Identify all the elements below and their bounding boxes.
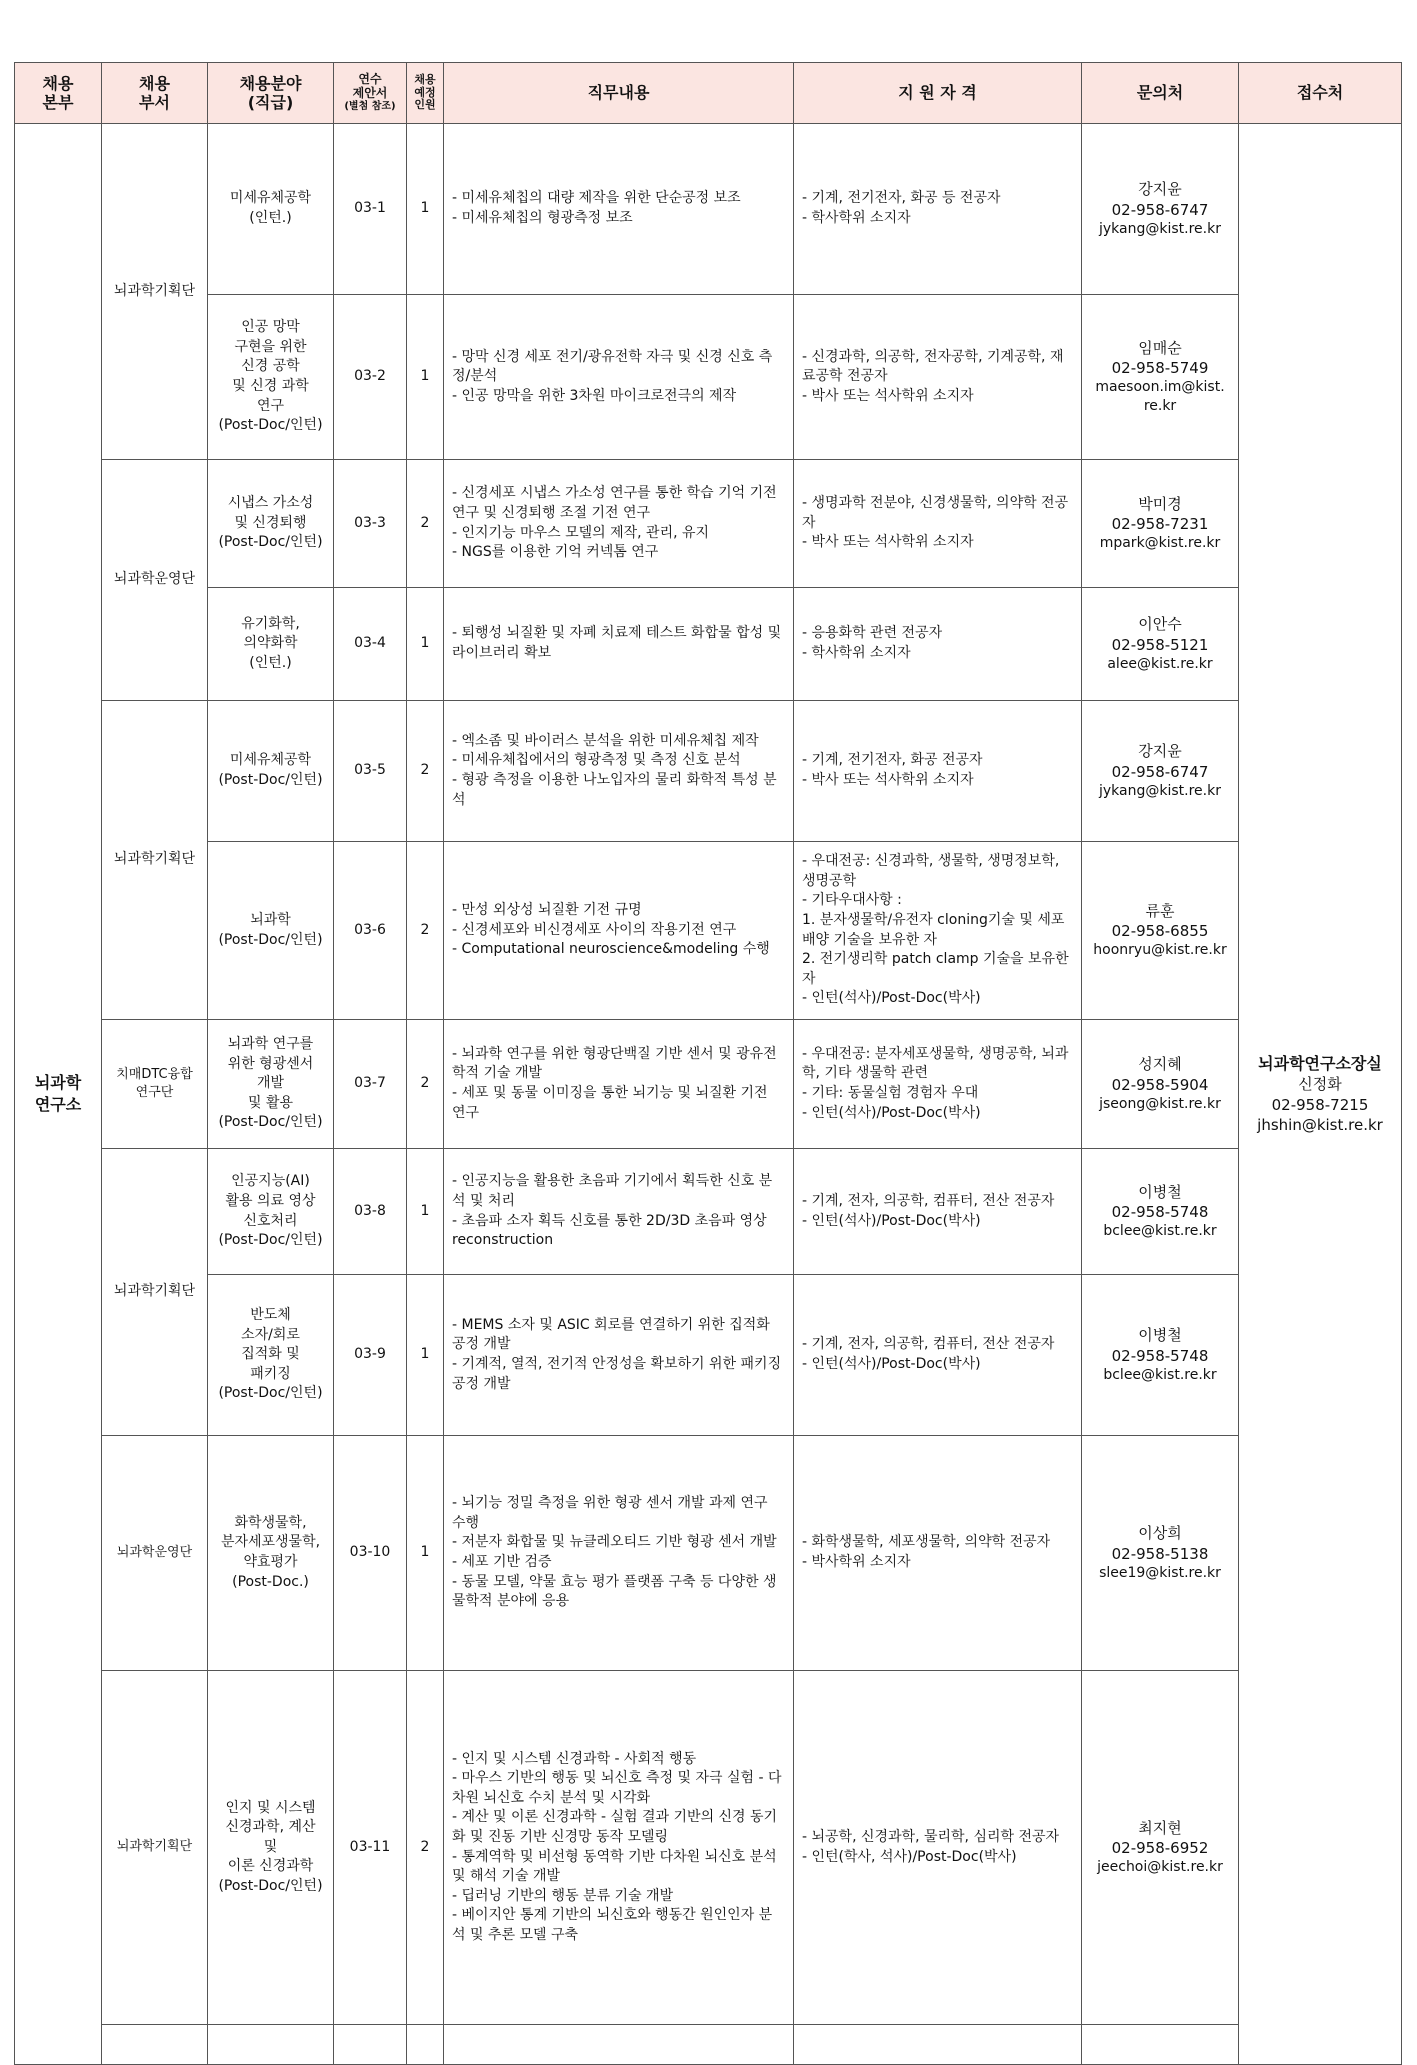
headcount: 1 <box>407 1436 444 1671</box>
contact-email: jykang@kist.re.kr <box>1099 782 1221 799</box>
text-line: 의약화학 <box>243 635 298 652</box>
list-item: - 인턴(석사)/Post-Doc(박사) <box>802 1356 981 1372</box>
text-line: (Post-Doc/인턴) <box>218 417 323 434</box>
list-item: - 기계, 전자, 의공학, 컴퓨터, 전산 전공자 <box>802 1336 1055 1353</box>
contact-phone: 02-958-5904 <box>1111 1075 1209 1094</box>
duties-cell <box>444 1436 794 1671</box>
text-line: 부서 <box>139 93 170 112</box>
contact-name: 강지윤 <box>1138 180 1182 199</box>
field-cell <box>208 295 334 460</box>
duties-cell <box>444 701 794 842</box>
contact-name: 이병철 <box>1138 1182 1182 1201</box>
headcount: 2 <box>407 460 444 588</box>
list-item: - 뇌공학, 신경과학, 물리학, 심리학 전공자 <box>802 1828 1060 1845</box>
proposal-code: 03-8 <box>334 1149 407 1275</box>
reception-email: jhshin@kist.re.kr <box>1257 1115 1383 1134</box>
field-cell <box>208 124 334 295</box>
header-duties: 직무내용 <box>444 63 794 124</box>
dept-cell <box>102 1020 208 1149</box>
list-item: - 뇌과학 연구를 위한 형광단백질 기반 센서 및 광유전학적 기술 개발 <box>452 1045 777 1082</box>
duties-cell <box>444 124 794 295</box>
table-row <box>15 295 1402 460</box>
header-hq <box>15 63 102 124</box>
field-cell <box>208 1436 334 1671</box>
list-item: - NGS를 이용한 기억 커넥톰 연구 <box>452 544 659 561</box>
text-line: 및 활용 <box>247 1094 294 1111</box>
reception-title: 뇌과학연구소장실 <box>1258 1053 1382 1073</box>
text-line: (Post-Doc/인턴) <box>218 772 323 788</box>
contact-cell <box>1082 1149 1239 1275</box>
list-item: - 세포 및 동물 이미징을 통한 뇌기능 및 뇌질환 기전 연구 <box>452 1085 768 1121</box>
text-line: 뇌과학 연구를 <box>227 1036 314 1053</box>
text-line: 화학생물학, <box>234 1514 307 1531</box>
headcount: 2 <box>407 1671 444 2025</box>
list-item: - 신경세포 시냅스 가소성 연구를 통한 학습 기억 기전 연구 및 신경퇴행 조절 기전 연구 <box>452 485 777 521</box>
duties-cell <box>444 1671 794 2025</box>
text-line: 연구소 <box>34 1095 82 1114</box>
list-item: - 초음파 소자 획득 신호를 통한 2D/3D 초음파 영상 reconstruction <box>452 1212 767 1249</box>
qualifications-cell <box>794 701 1082 842</box>
text-line: 신경과학, 계산 <box>225 1819 316 1836</box>
qualifications-cell <box>794 842 1082 1020</box>
text-line: 개발 <box>256 1075 285 1092</box>
table-row <box>15 460 1402 588</box>
contact-email: bclee@kist.re.kr <box>1103 1366 1217 1383</box>
text-line: 집적화 및 <box>241 1346 300 1363</box>
headcount: 1 <box>407 124 444 295</box>
contact-name: 류훈 <box>1145 901 1175 920</box>
contact-email: bclee@kist.re.kr <box>1103 1223 1217 1240</box>
text-line: 구현을 위한 <box>234 338 307 355</box>
dept-cell: 뇌과학기획단 <box>102 701 208 1020</box>
list-item: - 우대전공: 분자세포생물학, 생명공학, 뇌과학, 기타 생물학 관련 <box>802 1045 1069 1082</box>
qualifications-cell <box>794 1436 1082 1671</box>
text-line: 연구 <box>256 397 285 414</box>
text-line: (Post-Doc/인턴) <box>218 1114 323 1131</box>
list-item: - 뇌기능 정밀 측정을 위한 형광 센서 개발 과제 연구 수행 <box>452 1495 768 1531</box>
table-row <box>15 701 1402 842</box>
contact-phone: 02-958-6855 <box>1111 922 1209 941</box>
text-line: (Post-Doc.) <box>232 1573 309 1590</box>
text-line: 약효평가 <box>243 1554 298 1570</box>
table-row <box>15 588 1402 701</box>
contact-cell <box>1082 295 1239 460</box>
field-cell <box>208 460 334 588</box>
list-item: - 미세유체칩의 형광측정 보조 <box>452 210 633 226</box>
field-cell <box>208 588 334 701</box>
duties-cell <box>444 1275 794 1436</box>
list-item: - 기계, 전기전자, 화공 전공자 <box>802 752 983 769</box>
table-row <box>15 1020 1402 1149</box>
contact-email: re.kr <box>1143 398 1177 415</box>
contact-cell <box>1082 460 1239 588</box>
header-headcount <box>407 63 444 124</box>
header-dept <box>102 63 208 124</box>
contact-phone: 02-958-7231 <box>1111 515 1209 534</box>
list-item: - 기타우대사항 : <box>802 892 902 909</box>
list-item: - 인턴(석사)/Post-Doc(박사) <box>802 1212 981 1229</box>
list-item: - 망막 신경 세포 전기/광유전학 자극 및 신경 신호 측정/분석 <box>452 348 773 385</box>
qualifications-cell <box>794 1671 1082 2025</box>
qualifications-cell <box>794 1149 1082 1275</box>
list-item: - 미세유체칩에서의 형광측정 및 측정 신호 분석 <box>452 752 741 769</box>
proposal-code: 03-10 <box>334 1436 407 1671</box>
dept-cell: 뇌과학운영단 <box>102 1436 208 1671</box>
duties-cell <box>444 295 794 460</box>
table-row <box>15 842 1402 1020</box>
text-line: 인공 망막 <box>241 319 300 336</box>
list-item: - 생명과학 전분야, 신경생물학, 의약학 전공자 <box>802 495 1069 531</box>
list-item: - MEMS 소자 및 ASIC 회로를 연결하기 위한 집적화 공정 개발 <box>452 1316 770 1353</box>
contact-email: jeechoi@kist.re.kr <box>1097 1859 1223 1876</box>
proposal-code: 03-1 <box>334 124 407 295</box>
text-line: 신경 공학 <box>241 358 300 375</box>
duties-cell <box>444 1149 794 1275</box>
list-item: - 퇴행성 뇌질환 및 자폐 치료제 테스트 화합물 합성 및 라이브러리 확보 <box>452 625 782 661</box>
contact-phone: 02-958-5748 <box>1111 1346 1209 1365</box>
qualifications-cell <box>794 1020 1082 1149</box>
list-item: - 신경세포와 비신경세포 사이의 작용기전 연구 <box>452 921 737 938</box>
text-line: 및 신경 과학 <box>232 378 309 394</box>
recruitment-table-page <box>14 62 1401 2065</box>
proposal-code: 03-9 <box>334 1275 407 1436</box>
table-row <box>15 1149 1402 1275</box>
list-item: - 동물 모델, 약물 효능 평가 플랫폼 구축 등 다양한 생물학적 분야에 응용 <box>452 1573 777 1610</box>
contact-name: 임매순 <box>1138 338 1182 357</box>
text-line: 연수 <box>358 72 382 87</box>
list-item: - 계산 및 이론 신경과학 - 실험 결과 기반의 신경 동기화 및 진동 기반 신경망 동작 모델링 <box>452 1809 778 1845</box>
contact-email: jykang@kist.re.kr <box>1099 220 1221 237</box>
text-line: (Post-Doc/인턴) <box>218 1385 323 1402</box>
contact-name: 이병철 <box>1138 1326 1182 1345</box>
qualifications-cell <box>794 460 1082 588</box>
list-item: - 엑소좀 및 바이러스 분석을 위한 미세유체칩 제작 <box>452 732 759 749</box>
text-line: 소자/회로 <box>241 1326 300 1343</box>
contact-phone: 02-958-5138 <box>1111 1544 1209 1563</box>
list-item: - 학사학위 소지자 <box>802 645 911 661</box>
text-line: (Post-Doc/인턴) <box>218 1877 323 1894</box>
headcount: 1 <box>407 1149 444 1275</box>
contact-name: 강지윤 <box>1138 742 1182 761</box>
text-line: 예정 <box>414 85 436 99</box>
text-line: 채용분야 <box>239 73 302 93</box>
duties-cell <box>444 588 794 701</box>
header-proposal-note: (별첨 참조) <box>344 101 396 113</box>
text-line: 채용 <box>139 73 170 93</box>
contact-email: slee19@kist.re.kr <box>1099 1564 1221 1581</box>
list-item: - 미세유체칩의 대량 제작을 위한 단순공정 보조 <box>452 190 741 207</box>
list-item: - 딥러닝 기반의 행동 분류 기술 개발 <box>452 1887 674 1904</box>
hq-cell <box>15 124 102 2065</box>
text-line: 분자세포생물학, <box>220 1534 321 1551</box>
list-item: - 만성 외상성 뇌질환 기전 규명 <box>452 902 642 919</box>
list-item: 2. 전기생리학 patch clamp 기술을 보유한 자 <box>802 951 1069 987</box>
list-item: - 응용화학 관련 전공자 <box>802 625 943 642</box>
headcount: 1 <box>407 295 444 460</box>
contact-name: 박미경 <box>1138 494 1182 513</box>
dept-cell: 뇌과학기획단 <box>102 1149 208 1436</box>
headcount: 2 <box>407 701 444 842</box>
qualifications-cell <box>794 588 1082 701</box>
proposal-code: 03-2 <box>334 295 407 460</box>
contact-cell <box>1082 588 1239 701</box>
list-item: - 기타: 동물실험 경험자 우대 <box>802 1085 979 1101</box>
contact-cell <box>1082 1671 1239 2025</box>
contact-email: jseong@kist.re.kr <box>1099 1095 1221 1112</box>
table-row <box>15 124 1402 295</box>
text-line: 및 <box>263 1838 278 1855</box>
contact-cell <box>1082 1275 1239 1436</box>
contact-cell <box>1082 1436 1239 1671</box>
reception-phone: 02-958-7215 <box>1271 1095 1369 1114</box>
text-line: 미세유체공학 <box>229 190 312 207</box>
list-item: - 박사 또는 석사학위 소지자 <box>802 387 974 404</box>
text-line: 채용 <box>42 73 74 93</box>
proposal-code: 03-5 <box>334 701 407 842</box>
headcount: 2 <box>407 842 444 1020</box>
dept-cell: 뇌과학기획단 <box>102 124 208 460</box>
contact-cell <box>1082 124 1239 295</box>
text-line: 유기화학, <box>241 615 300 632</box>
contact-phone: 02-958-5121 <box>1111 635 1209 654</box>
contact-email: maesoon.im@kist. <box>1095 379 1225 396</box>
list-item: - 박사학위 소지자 <box>802 1554 911 1570</box>
duties-cell <box>444 1020 794 1149</box>
qualifications-cell <box>794 1275 1082 1436</box>
text-line: 인원 <box>414 98 436 112</box>
list-item: - 저분자 화합물 및 뉴클레오티드 기반 형광 센서 개발 <box>452 1534 777 1551</box>
proposal-code: 03-7 <box>334 1020 407 1149</box>
header-proposal <box>334 63 407 124</box>
text-line: 인공지능(AI) <box>231 1173 310 1190</box>
text-line: (Post-Doc/인턴) <box>218 931 323 948</box>
list-item: - 인지기능 마우스 모델의 제작, 관리, 유지 <box>452 524 710 541</box>
text-line: (직급) <box>247 93 294 112</box>
text-line: 패키징 <box>250 1365 291 1382</box>
header-reception: 접수처 <box>1239 63 1402 124</box>
dept-cell: 뇌과학기획단 <box>102 1671 208 2025</box>
list-item: - 박사 또는 석사학위 소지자 <box>802 772 974 788</box>
list-item: - 인턴(석사)/Post-Doc(박사) <box>802 1104 981 1121</box>
list-item: - 베이지안 통계 기반의 뇌신호와 행동간 원인인자 분석 및 추론 모델 구축 <box>452 1907 773 1943</box>
text-line: 시냅스 가소성 <box>227 495 314 512</box>
contact-name: 최지현 <box>1138 1818 1182 1837</box>
list-item: - 신경과학, 의공학, 전자공학, 기계공학, 재료공학 전공자 <box>802 348 1064 385</box>
qualifications-cell <box>794 295 1082 460</box>
list-item: - 형광 측정을 이용한 나노입자의 물리 화학적 특성 분석 <box>452 772 777 808</box>
text-line: (인턴.) <box>249 210 292 226</box>
proposal-code: 03-11 <box>334 1671 407 2025</box>
field-cell <box>208 842 334 1020</box>
list-item: - 우대전공: 신경과학, 생물학, 생명정보학, 생명공학 <box>802 853 1060 889</box>
text-line: 인지 및 시스템 <box>225 1799 316 1816</box>
list-item: 1. 분자생물학/유전자 cloning기술 및 세포배양 기술을 보유한 자 <box>802 911 1065 948</box>
proposal-code: 03-4 <box>334 588 407 701</box>
text-line: (Post-Doc/인턴) <box>218 1232 323 1249</box>
field-cell <box>208 701 334 842</box>
text-line: 반도체 <box>250 1307 291 1324</box>
field-cell <box>208 1275 334 1436</box>
list-item: - 화학생물학, 세포생물학, 의약학 전공자 <box>802 1534 1051 1551</box>
text-line: 채용 <box>414 73 436 87</box>
text-line: 제안서 <box>352 86 388 101</box>
table-row <box>15 1671 1402 2025</box>
field-cell <box>208 1149 334 1275</box>
headcount: 1 <box>407 1275 444 1436</box>
contact-name: 이상희 <box>1138 1524 1182 1543</box>
text-line: (인턴.) <box>249 654 292 671</box>
contact-email: hoonryu@kist.re.kr <box>1093 942 1227 959</box>
qualifications-cell <box>794 124 1082 295</box>
text-line: 미세유체공학 <box>229 752 312 769</box>
contact-phone: 02-958-5748 <box>1111 1203 1209 1222</box>
recruitment-table <box>14 62 1402 2065</box>
contact-cell <box>1082 701 1239 842</box>
text-line: 이론 신경과학 <box>227 1858 314 1875</box>
text-line: 위한 형광센서 <box>227 1055 314 1072</box>
proposal-code: 03-6 <box>334 842 407 1020</box>
contact-phone: 02-958-6952 <box>1111 1839 1209 1858</box>
table-row <box>15 1436 1402 1671</box>
header-row <box>15 63 1402 124</box>
proposal-code: 03-3 <box>334 460 407 588</box>
list-item: - 마우스 기반의 행동 및 뇌신호 측정 및 자극 실험 - 다차원 뇌신호 수치 분석 및 시각화 <box>452 1770 782 1806</box>
text-line: (Post-Doc/인턴) <box>218 534 323 551</box>
list-item: - 통계역학 및 비선형 동역학 기반 다차원 뇌신호 분석 및 해석 기술 개발 <box>452 1848 777 1885</box>
text-line: 및 신경퇴행 <box>234 514 307 531</box>
list-item: - 인공지능을 활용한 초음파 기기에서 획득한 신호 분석 및 처리 <box>452 1173 773 1209</box>
list-item: - 기계, 전기전자, 화공 등 전공자 <box>802 190 1001 207</box>
list-item: - Computational neuroscience&modeling 수행 <box>452 941 770 958</box>
list-item: - 기계적, 열적, 전기적 안정성을 확보하기 위한 패키징 공정 개발 <box>452 1356 782 1392</box>
text-line: 연구단 <box>135 1085 174 1100</box>
header-field <box>208 63 334 124</box>
contact-phone: 02-958-5749 <box>1111 359 1209 378</box>
field-cell <box>208 1020 334 1149</box>
list-item: - 세포 기반 검증 <box>452 1554 552 1570</box>
text-line: 뇌과학 <box>250 911 291 928</box>
list-item: - 박사 또는 석사학위 소지자 <box>802 534 974 551</box>
text-line: 활용 의료 영상 <box>225 1192 316 1209</box>
reception-name: 신정화 <box>1298 1075 1342 1094</box>
contact-email: alee@kist.re.kr <box>1107 655 1213 672</box>
list-item: - 인턴(석사)/Post-Doc(박사) <box>802 990 981 1007</box>
text-line: 뇌과학 <box>34 1072 82 1092</box>
list-item: - 인공 망막을 위한 3차원 마이크로전극의 제작 <box>452 387 737 404</box>
field-cell <box>208 1671 334 2025</box>
duties-cell <box>444 460 794 588</box>
list-item: - 인지 및 시스템 신경과학 - 사회적 행동 <box>452 1750 697 1767</box>
text-line: 치매DTC융합 <box>116 1066 193 1082</box>
headcount: 2 <box>407 1020 444 1149</box>
header-qualifications: 지 원 자 격 <box>794 63 1082 124</box>
contact-cell <box>1082 1020 1239 1149</box>
list-item: - 인턴(학사, 석사)/Post-Doc(박사) <box>802 1848 1017 1865</box>
list-item: - 학사학위 소지자 <box>802 210 911 226</box>
contact-name: 성지혜 <box>1138 1055 1182 1074</box>
table-row <box>15 1275 1402 1436</box>
headcount: 1 <box>407 588 444 701</box>
text-line: 본부 <box>42 93 74 112</box>
list-item: - 기계, 전자, 의공학, 컴퓨터, 전산 전공자 <box>802 1192 1055 1209</box>
contact-name: 이안수 <box>1138 615 1182 634</box>
contact-email: mpark@kist.re.kr <box>1099 535 1221 552</box>
contact-phone: 02-958-6747 <box>1111 200 1209 219</box>
header-contact: 문의처 <box>1082 63 1239 124</box>
reception-cell <box>1239 124 1402 2065</box>
duties-cell <box>444 842 794 1020</box>
contact-phone: 02-958-6747 <box>1111 762 1209 781</box>
contact-cell <box>1082 842 1239 1020</box>
text-line: 신호처리 <box>243 1212 298 1229</box>
dept-cell: 뇌과학운영단 <box>102 460 208 701</box>
